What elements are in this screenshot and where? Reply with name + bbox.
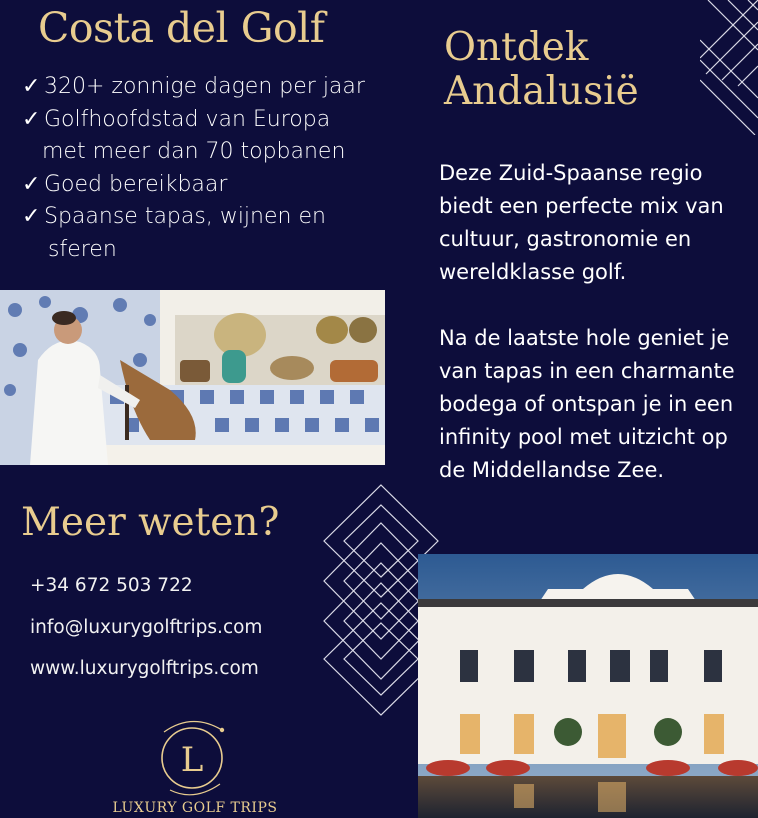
villa-pool-photo: [418, 554, 758, 818]
check-icon: ✓: [22, 106, 41, 132]
list-item-text: Goed bereikbaar: [44, 171, 228, 197]
kitchen-chef-photo: [0, 290, 385, 465]
list-item-continuation: [22, 234, 392, 267]
experience-paragraph: Na de laatste hole geniet je van tapas in een charmante bodega of ontspan je in een infinity pool met uitzicht op de Middellandse Zee.: [439, 326, 735, 482]
list-item-line: met meer dan 70 topbanen: [42, 139, 346, 164]
logo-text: LUXURY GOLF TRIPS: [112, 800, 278, 816]
heading-ontdek-andalusie: [444, 26, 639, 114]
luxury-golf-trips-logo: [110, 718, 280, 818]
heading-costa-del-golf: Costa del Golf: [38, 4, 325, 52]
list-item: [22, 71, 392, 104]
check-icon: ✓: [22, 171, 41, 197]
list-item-text: [44, 104, 392, 137]
list-item-continuation: [22, 136, 392, 169]
list-item-line: sferen: [48, 236, 117, 262]
list-item-line: Golfhoofdstad van Europa: [44, 106, 331, 132]
heading-right-line-2: Andalusië: [444, 69, 639, 114]
logo-monogram: L: [180, 740, 204, 780]
intro-paragraph: Deze Zuid-Spaanse regio biedt een perfecte mix van cultuur, gastronomie en wereldklasse golf.: [439, 161, 724, 284]
check-icon: ✓: [22, 74, 41, 99]
cta-heading: Meer weten?: [21, 500, 280, 545]
logo-emblem-icon: [152, 718, 234, 796]
heading-right-line-1: Ontdek: [444, 25, 589, 70]
check-icon: ✓: [22, 204, 41, 229]
list-item: [22, 169, 392, 202]
contact-phone[interactable]: +34 672 503 722: [30, 575, 193, 596]
list-item-text: Spaanse tapas, wijnen en: [44, 204, 326, 229]
list-item: [22, 201, 392, 234]
feature-checklist: [22, 71, 392, 266]
list-item: [22, 104, 392, 137]
contact-email[interactable]: info@luxurygolftrips.com: [30, 617, 263, 638]
contact-website[interactable]: www.luxurygolftrips.com: [30, 658, 259, 679]
diamond-lattice-decoration: [700, 0, 758, 135]
list-item-text: 320+ zonnige dagen per jaar: [44, 74, 365, 99]
